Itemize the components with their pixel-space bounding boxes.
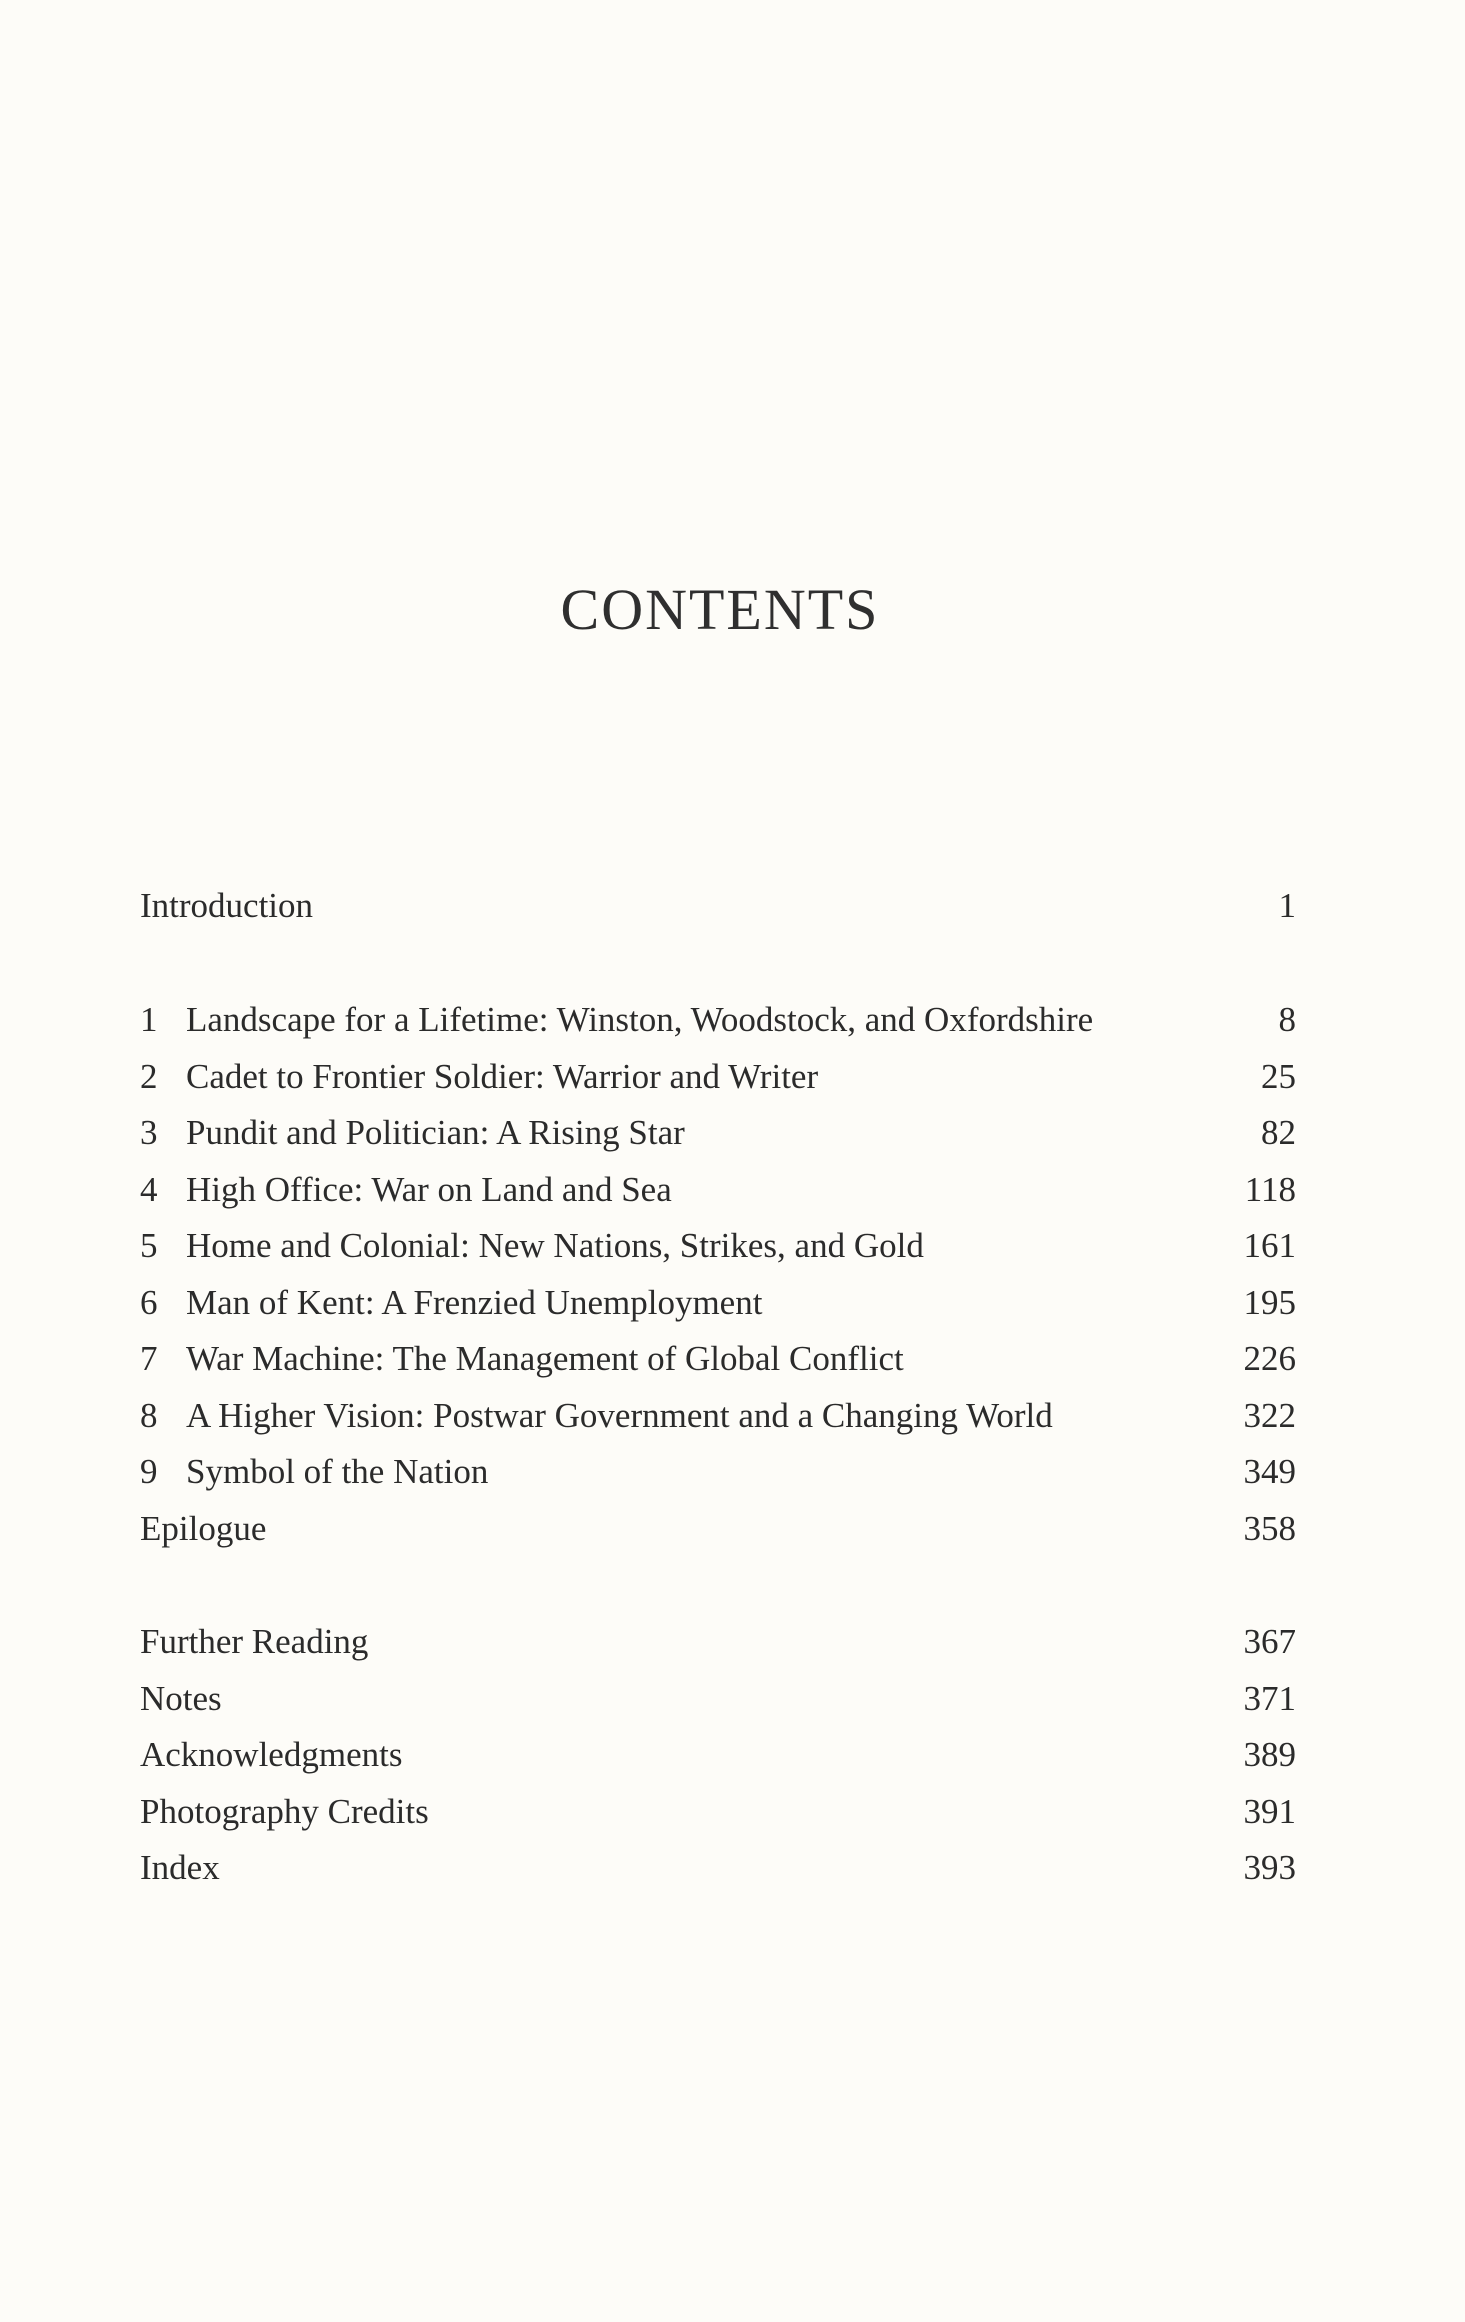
page-title: CONTENTS [560, 577, 880, 642]
toc-entry-label: Cadet to Frontier Soldier: Warrior and Writer [186, 1057, 819, 1096]
toc-entry-label: Home and Colonial: New Nations, Strikes, and Gold [186, 1226, 924, 1265]
chapter-number: 1 [140, 1000, 158, 1039]
toc-entry-page: 367 [1243, 1622, 1296, 1661]
chapter-number: 3 [140, 1113, 158, 1152]
toc-entry-label: Further Reading [140, 1622, 369, 1661]
toc-entry-page: 82 [1261, 1113, 1296, 1152]
chapter-number: 9 [140, 1452, 158, 1491]
chapter-number: 4 [140, 1170, 158, 1209]
toc-entry-chapter-4 [140, 1166, 1296, 1214]
toc-entry-photography-credits [140, 1788, 1296, 1836]
toc-entry-chapter-3 [140, 1109, 1296, 1157]
toc-entry-label: Man of Kent: A Frenzied Unemployment [186, 1283, 763, 1322]
chapter-number: 6 [140, 1283, 158, 1322]
toc-entry-chapter-8 [140, 1392, 1296, 1440]
toc-entry-page: 195 [1243, 1283, 1296, 1322]
toc-entry-page: 349 [1243, 1452, 1296, 1491]
toc-entry-chapter-5 [140, 1222, 1296, 1270]
toc-entry-further-reading [140, 1618, 1296, 1666]
toc-entry-acknowledgments [140, 1731, 1296, 1779]
toc-entry-chapter-1 [140, 996, 1296, 1044]
toc-entry-page: 322 [1243, 1396, 1296, 1435]
toc-entry-label: Photography Credits [140, 1792, 429, 1831]
toc-entry-label: Introduction [140, 886, 314, 925]
toc-entry-page: 8 [1278, 1000, 1296, 1039]
toc-entry-epilogue [140, 1505, 1296, 1553]
toc-entry-page: 371 [1243, 1679, 1296, 1718]
toc-entry-page: 358 [1243, 1509, 1296, 1548]
toc-entry-page: 226 [1243, 1339, 1296, 1378]
chapter-number: 7 [140, 1339, 158, 1378]
toc-entry-page: 393 [1243, 1848, 1296, 1887]
toc-entry-chapter-6 [140, 1279, 1296, 1327]
toc-entry-label: Pundit and Politician: A Rising Star [186, 1113, 685, 1152]
toc-entry-label: Symbol of the Nation [186, 1452, 489, 1491]
toc-entry-page: 25 [1261, 1057, 1296, 1096]
toc-entry-label: Epilogue [140, 1509, 267, 1548]
toc-entry-label: A Higher Vision: Postwar Government and a Changing World [186, 1396, 1053, 1435]
chapter-number: 8 [140, 1396, 158, 1435]
toc-entry-page: 161 [1243, 1226, 1296, 1265]
toc-entry-index [140, 1844, 1296, 1892]
chapter-number: 2 [140, 1057, 158, 1096]
toc-entry-notes [140, 1675, 1296, 1723]
toc-entry-chapter-9 [140, 1448, 1296, 1496]
toc-entry-label: War Machine: The Management of Global Conflict [186, 1339, 904, 1378]
toc-entry-page: 118 [1244, 1170, 1296, 1209]
toc-entry-chapter-7 [140, 1335, 1296, 1383]
toc-entry-page: 391 [1243, 1792, 1296, 1831]
toc-entry-label: Landscape for a Lifetime: Winston, Woodstock, and Oxfordshire [186, 1000, 1094, 1039]
toc-entry-introduction [140, 882, 1296, 930]
toc-entry-label: High Office: War on Land and Sea [186, 1170, 672, 1209]
toc-entry-label: Acknowledgments [140, 1735, 403, 1774]
toc-entry-chapter-2 [140, 1053, 1296, 1101]
toc-entry-label: Index [140, 1848, 220, 1887]
toc-entry-label: Notes [140, 1679, 222, 1718]
toc-entry-page: 1 [1278, 886, 1296, 925]
chapter-number: 5 [140, 1226, 158, 1265]
toc-entry-page: 389 [1243, 1735, 1296, 1774]
